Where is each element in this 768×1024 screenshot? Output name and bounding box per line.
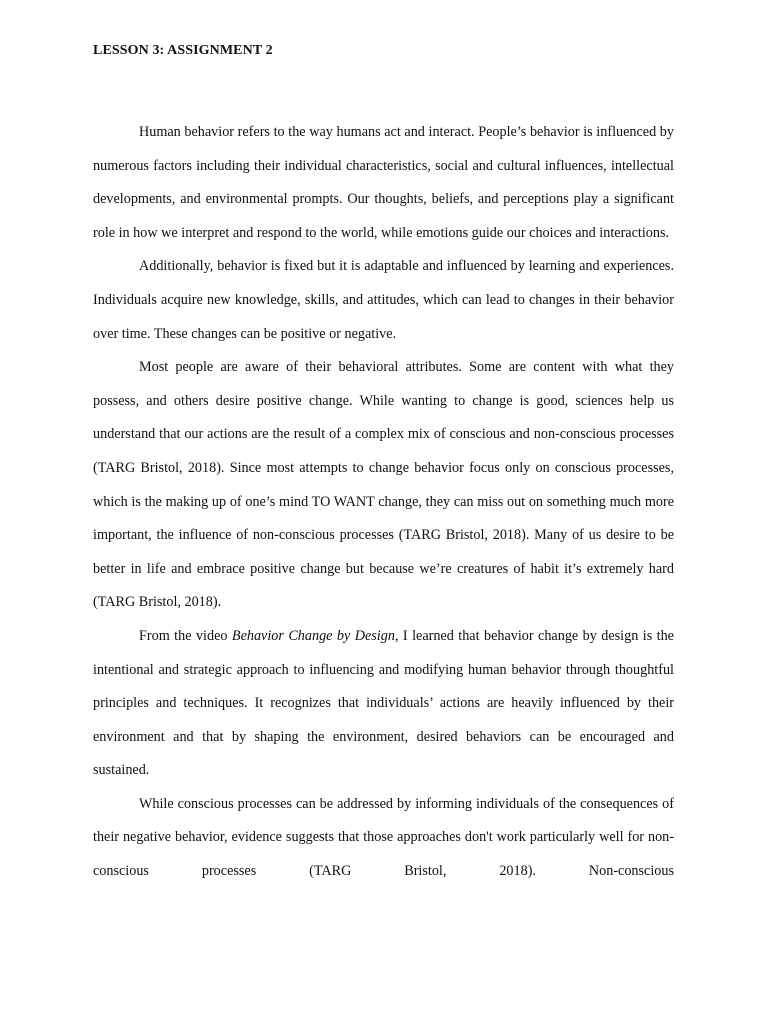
document-body xyxy=(93,116,674,889)
paragraph: Human behavior refers to the way humans act and interact. People’s behavior is influenced by numerous factors including their individual characteristics, social and cultural influences, intellectual developments, and environmental prompts. Our thoughts, beliefs, and perceptions play a significant role in how we interpret and respond to the world, while emotions guide our choices and interactions. xyxy=(93,124,674,241)
paragraph: Additionally, behavior is fixed but it is adaptable and influenced by learning and experiences. Individuals acquire new knowledge, skills, and attitudes, which can lead to changes in their behavior over time. These changes can be positive or negative. xyxy=(93,258,674,342)
paragraph-text: , I learned that behavior change by design is the intentional and strategic approach to influencing and modifying human behavior through thoughtful principles and techniques. It recognizes that individuals’ actions are heavily influenced by their environment and that by shaping the environment, desired behaviors can be encouraged and sustained. xyxy=(93,627,674,779)
video-title: Behavior Change by Design xyxy=(231,627,395,644)
paragraph-text: From the video xyxy=(139,627,232,644)
document-title: LESSON 3: ASSIGNMENT 2 xyxy=(93,43,273,58)
paragraph: While conscious processes can be addressed by informing individuals of the consequences of their negative behavior, evidence suggests that those approaches don't work particularly well for non-conscious processes (TARG Bristol, 2018). Non-conscious xyxy=(93,795,674,880)
paragraph xyxy=(93,620,674,788)
paragraph: Most people are aware of their behavioral attributes. Some are content with what they possess, and others desire positive change. While wanting to change is good, sciences help us understand that our actions are the result of a complex mix of conscious and non-conscious processes (TARG Bristol, 2018). Since most attempts to change behavior focus only on conscious processes, which is the making up of one’s mind TO WANT change, they can miss out on something much more important, the influence of non-conscious processes (TARG Bristol, 2018). Many of us desire to be better in life and embrace positive change but because we’re creatures of habit it’s extremely hard (TARG Bristol, 2018). xyxy=(93,359,674,611)
